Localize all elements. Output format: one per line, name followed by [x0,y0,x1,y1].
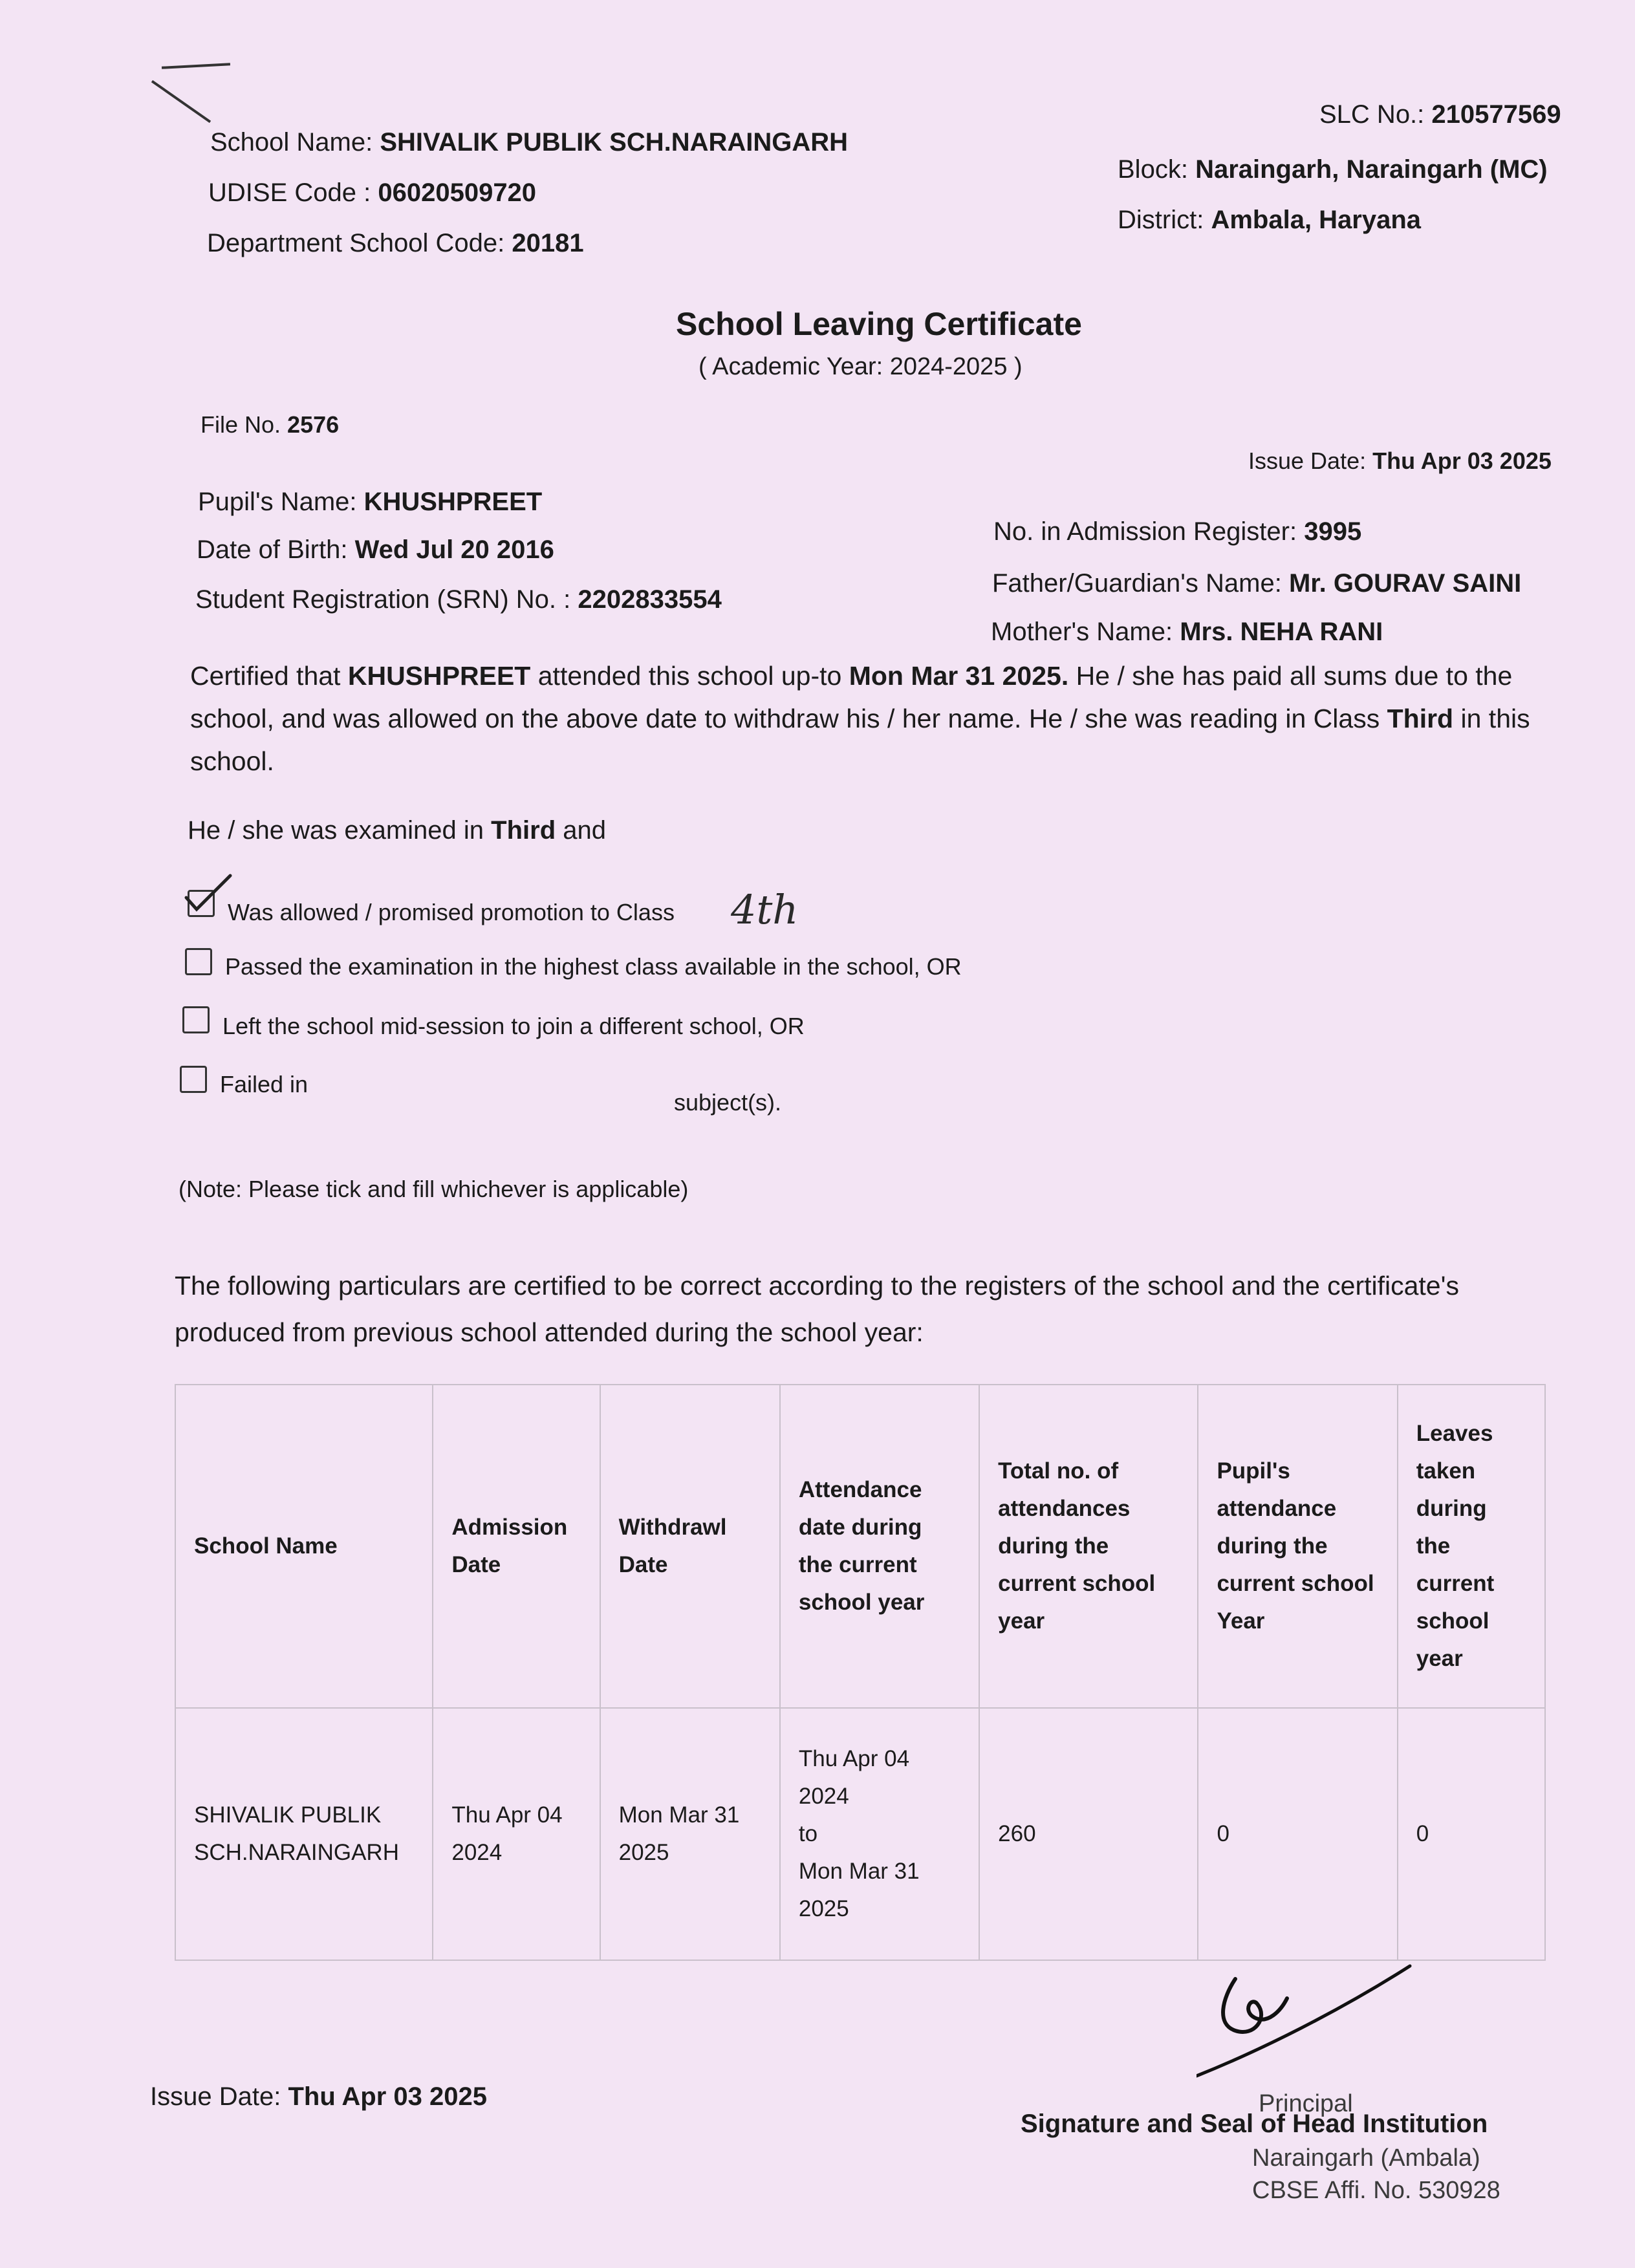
option-promotion: Was allowed / promised promotion to Class [228,899,675,925]
stamp-title: Principal [1259,2090,1353,2117]
cell-withdrawl-date: Mon Mar 31 2025 [600,1708,780,1960]
particulars-intro: The following particulars are certified to be correct according to the registers of the school and the certificate's produced from previous school attended during the school year: [175,1271,1459,1347]
tick-mark-icon [182,870,234,916]
academic-year: ( Academic Year: 2024-2025 ) [698,353,1023,380]
principal-signature-icon [1196,1960,1416,2089]
srn-number: Student Registration (SRN) No. : 2202833554 [195,585,722,614]
cell-pupil-attendance: 0 [1198,1708,1397,1960]
table-row [175,1708,1545,1960]
cell-admission-date: Thu Apr 04 2024 [433,1708,600,1960]
option-failed: Failed in [220,1071,309,1097]
note: (Note: Please tick and fill whichever is applicable) [179,1176,689,1202]
option-highest-class: Passed the examination in the highest class available in the school, OR [225,953,962,980]
cell-total-attendances: 260 [979,1708,1198,1960]
pupil-name: Pupil's Name: KHUSHPREET [198,488,543,516]
cell-leaves: 0 [1398,1708,1545,1960]
principal-stamp [1252,2088,1500,2207]
table-header-row [175,1385,1545,1708]
certificate-title: School Leaving Certificate [676,306,1082,342]
file-number: File No. 2576 [200,411,340,438]
signature-label: Signature and Seal of Head Institution [1021,2110,1488,2138]
mid-session-checkbox[interactable] [182,1006,210,1033]
stamp-location: Naraingarh (Ambala) [1252,2144,1480,2172]
option-mid-session: Left the school mid-session to join a different school, OR [222,1013,805,1039]
block: Block: Naraingarh, Naraingarh (MC) [1118,155,1548,184]
particulars-table [175,1384,1546,1961]
issue-date-top: Issue Date: Thu Apr 03 2025 [1248,448,1552,474]
header-attendance-date: Attendance date during the current school year [780,1385,979,1708]
attendance-to-word: to [798,1821,818,1846]
scan-mark [162,63,230,69]
failed-checkbox[interactable] [180,1066,207,1093]
attendance-to: Mon Mar 31 2025 [798,1859,920,1921]
header-total-attendances: Total no. of attendances during the current school year [979,1385,1198,1708]
option-failed-suffix: subject(s). [674,1089,782,1116]
cell-attendance-date [780,1708,979,1960]
handwritten-class: 4th [731,886,799,933]
scan-mark [151,80,211,123]
examined-line: He / she was examined in Third and [188,816,606,845]
highest-class-checkbox[interactable] [185,948,212,975]
school-name: School Name: SHIVALIK PUBLIK SCH.NARAINGARH [210,128,849,157]
admission-register-number: No. in Admission Register: 3995 [993,517,1362,546]
attendance-from: Thu Apr 04 2024 [798,1746,910,1809]
department-school-code: Department School Code: 20181 [207,229,584,257]
header-withdrawl-date: Withdrawl Date [600,1385,780,1708]
cell-school-name: SHIVALIK PUBLIK SCH.NARAINGARH [175,1708,433,1960]
udise-code: UDISE Code : 06020509720 [208,178,537,207]
issue-date-bottom: Issue Date: Thu Apr 03 2025 [150,2082,487,2111]
mother-name: Mother's Name: Mrs. NEHA RANI [991,618,1383,646]
father-name: Father/Guardian's Name: Mr. GOURAV SAINI [992,569,1522,598]
stamp-affiliation: CBSE Affi. No. 530928 [1252,2177,1500,2204]
slc-number: SLC No.: 210577569 [1319,100,1561,129]
header-school-name: School Name [175,1385,433,1708]
certification-paragraph: Certified that KHUSHPREET attended this school up-to Mon Mar 31 2025. He / she has paid all sums due to the school, and was allowed on the above date to withdraw his / her name. He / she was reading in Class Third in this school. [190,661,1530,776]
date-of-birth: Date of Birth: Wed Jul 20 2016 [197,535,554,564]
district: District: Ambala, Haryana [1118,206,1422,234]
header-leaves: Leaves taken during the current school year [1398,1385,1545,1708]
header-admission-date: Admission Date [433,1385,600,1708]
header-pupil-attendance: Pupil's attendance during the current school Year [1198,1385,1397,1708]
